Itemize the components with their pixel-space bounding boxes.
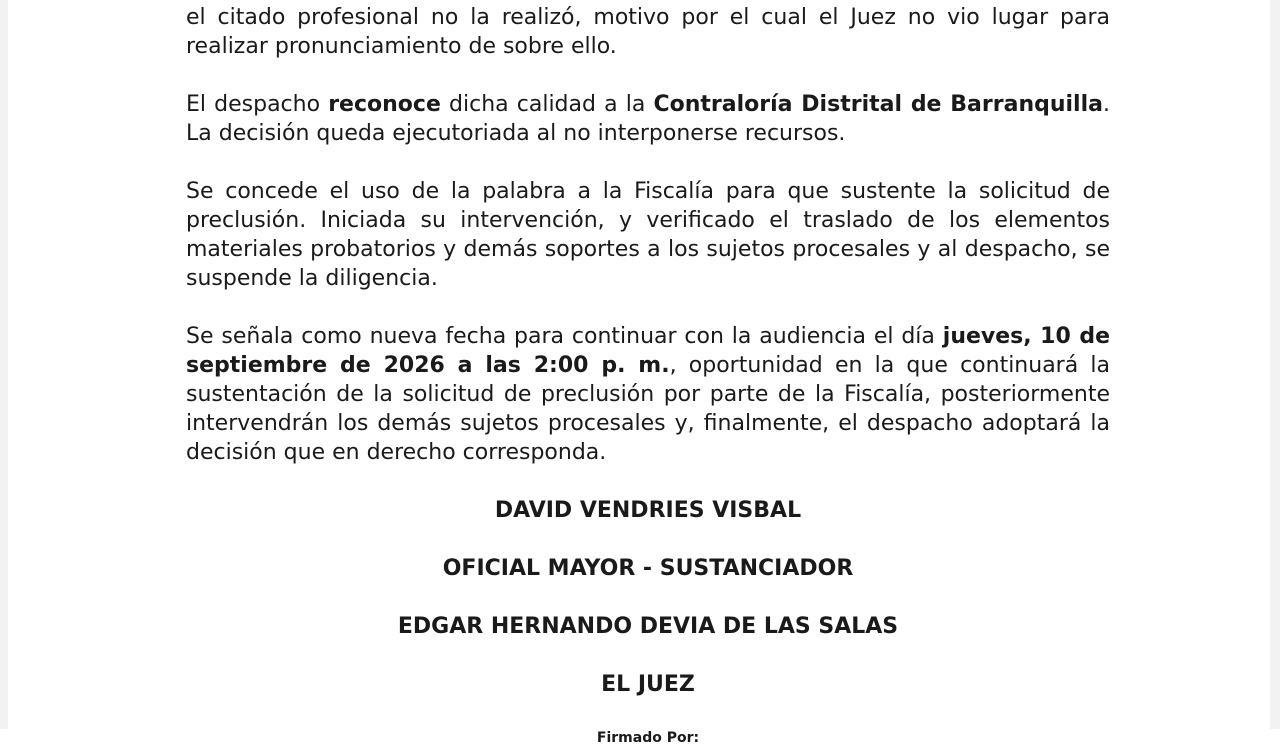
- paragraph-fiscalia: Se concede el uso de la palabra a la Fiscalía para que sustente la solicitud de preclusión. Iniciada su intervención, y verificado el traslado de los elementos materiales probatorios y demás soportes a los sujetos procesales y al despacho, se suspende la diligencia.: [186, 179, 1110, 291]
- document-body: [186, 0, 1110, 747]
- signed-by-label: Firmado Por:: [596, 730, 700, 746]
- signatory-name: DAVID VENDRIES VISBAL: [494, 498, 802, 523]
- paragraph-intro: [186, 0, 1110, 61]
- hearing-date: jueves, 10 de septiembre de 2026 a las 2:00 p. m.: [186, 324, 1110, 378]
- judge-name: EDGAR HERNANDO DEVIA DE LAS SALAS: [397, 614, 899, 639]
- paragraph-reconoce: [186, 90, 1110, 148]
- fecha-text-1: Se señala como nueva fecha para continuar con la audiencia el día: [186, 324, 943, 349]
- fecha-text-2: , oportunidad en la que continuará la sustentación de la solicitud de preclusión por parte de la Fiscalía, posteriormente intervendrán los demás sujetos procesales y, finalmente, el despacho adoptará la decisión que en derecho corresponda.: [186, 353, 1110, 465]
- reconoce-text-2: dicha calidad a la: [440, 92, 654, 117]
- intro-line-3: realizar pronunciamiento de sobre ello.: [186, 34, 617, 59]
- paragraph-nueva-fecha: [186, 322, 1110, 467]
- reconoce-bold-verb: reconoce: [328, 92, 441, 117]
- signature-juez: [186, 612, 1110, 699]
- intro-line-2: el citado profesional no la realizó, motivo por el cual el Juez no vio lugar para: [186, 5, 1110, 30]
- reconoce-text-1: El despacho: [186, 92, 329, 117]
- document-page: [8, 0, 1270, 746]
- reconoce-text-3: . La decisión queda ejecutoriada al no interponerse recursos.: [186, 92, 1110, 146]
- signature-oficial-mayor: [186, 496, 1110, 583]
- contraloria-name: Contraloría Distrital de Barranquilla: [653, 92, 1103, 117]
- intro-line-1: [186, 0, 1110, 1]
- judge-title: EL JUEZ: [601, 672, 695, 697]
- signatory-title: OFICIAL MAYOR - SUSTANCIADOR: [442, 556, 854, 581]
